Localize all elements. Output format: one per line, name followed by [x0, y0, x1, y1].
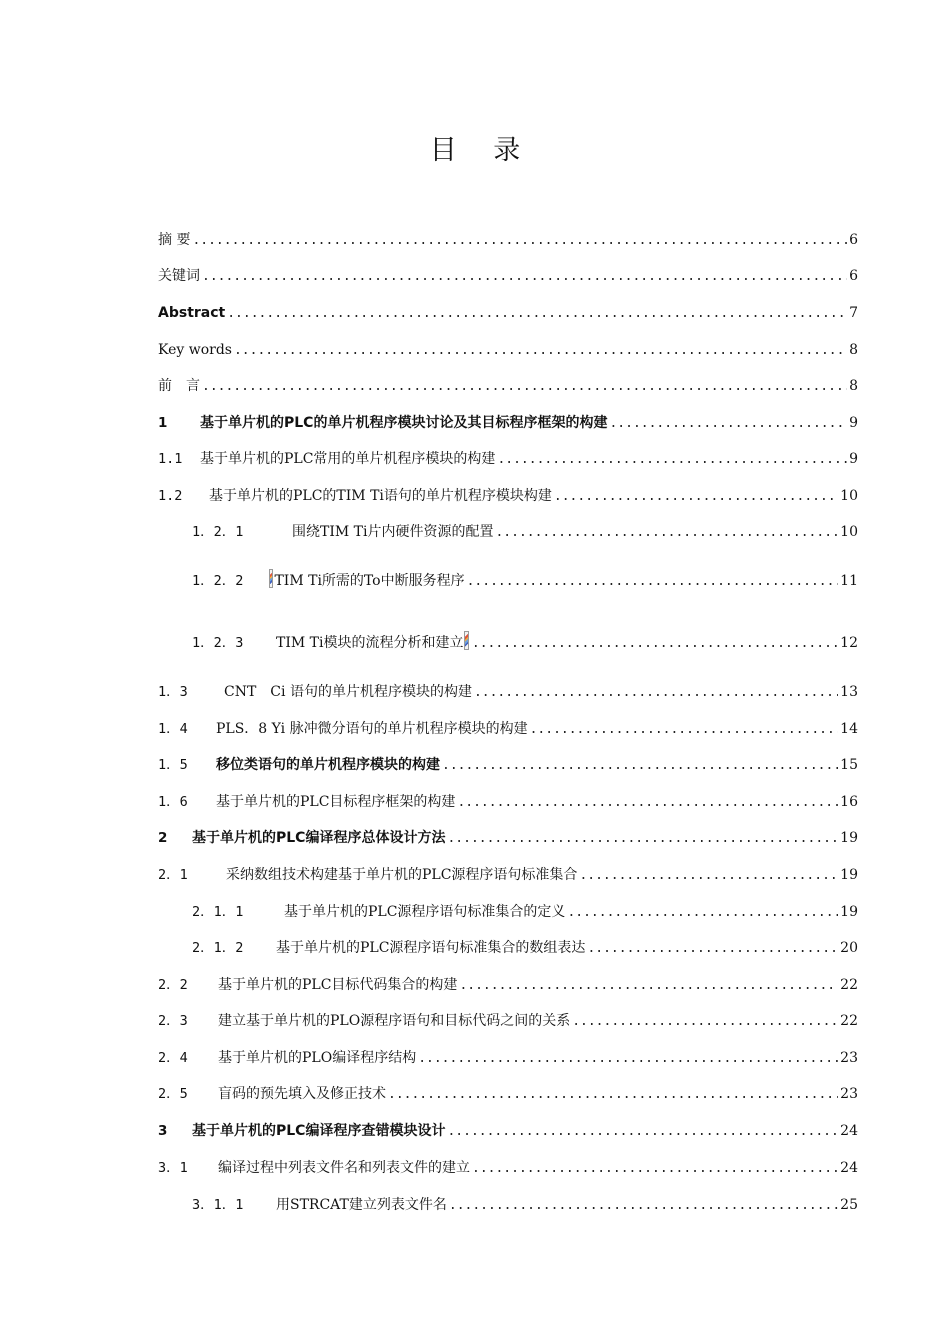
- toc-entry-page: 10: [840, 524, 858, 540]
- broken-image-icon: [269, 569, 273, 588]
- toc-entry-page: 22: [840, 1013, 858, 1029]
- toc-entry-number: 2．4: [158, 1049, 188, 1066]
- toc-entry[interactable]: [158, 823, 858, 845]
- toc-entry-page: 14: [840, 721, 858, 737]
- toc-entry[interactable]: [158, 1043, 858, 1065]
- dot-leader: [418, 1052, 838, 1065]
- toc-entry-number: 3．1: [158, 1159, 188, 1176]
- toc-entry-text: 基于单片机的PLO编译程序结构: [218, 1050, 417, 1066]
- dot-leader: [449, 1199, 838, 1212]
- toc-entry-number: 1．3: [158, 683, 188, 700]
- dot-leader: [609, 417, 847, 430]
- toc-entry-page: 9: [849, 415, 858, 431]
- dot-leader: [579, 869, 838, 882]
- toc-entry-text: 编译过程中列表文件名和列表文件的建立: [218, 1160, 470, 1176]
- toc-entry[interactable]: [158, 860, 858, 882]
- dot-leader: [457, 796, 838, 809]
- toc-entry-page: 8: [849, 378, 858, 394]
- toc-entry-text: 基于单片机的PLC编译程序查错模块设计: [192, 1123, 446, 1139]
- toc-entry-page: 24: [840, 1123, 858, 1139]
- page-title: 目 录: [429, 135, 535, 166]
- toc-entry-text: 建立基于单片机的PLO源程序语句和目标代码之间的关系: [218, 1013, 571, 1029]
- dot-leader: [472, 1162, 838, 1175]
- dot-leader: [202, 270, 847, 283]
- toc-entry-page: 12: [840, 635, 858, 651]
- toc-entry-text: 前 言: [158, 378, 200, 394]
- toc-entry-text: PLS．8 Yi 脉冲微分语句的单片机程序模块的构建: [216, 721, 528, 737]
- dot-leader: [530, 723, 839, 736]
- toc-entry-page: 16: [840, 794, 858, 810]
- toc-entry-text: TIM Ti模块的流程分析和建立: [276, 635, 464, 651]
- dot-leader: [587, 942, 838, 955]
- toc-entry[interactable]: [158, 261, 858, 283]
- dot-leader: [227, 307, 847, 320]
- toc-entry-text: 基于单片机的PLC源程序语句标准集合的定义: [284, 904, 566, 920]
- toc-entry-page: 15: [840, 757, 858, 773]
- toc-entry-number: 3: [158, 1122, 168, 1139]
- dot-leader: [192, 234, 847, 247]
- toc-entry-text: 移位类语句的单片机程序模块的构建: [216, 757, 440, 773]
- toc-entry[interactable]: [158, 1006, 858, 1028]
- toc-entry[interactable]: [192, 897, 858, 919]
- toc-entry-page: 23: [840, 1050, 858, 1066]
- broken-image-icon: [464, 631, 468, 650]
- toc-entry-page: 6: [849, 268, 858, 284]
- dot-leader: [459, 979, 838, 992]
- toc-entry-text: 关键词: [158, 268, 200, 284]
- dot-leader: [442, 759, 838, 772]
- dot-leader: [447, 832, 838, 845]
- toc-entry-page: 9: [849, 451, 858, 467]
- toc-entry[interactable]: [158, 298, 858, 320]
- dot-leader: [388, 1088, 838, 1101]
- toc-entry-page: 11: [840, 573, 858, 589]
- toc-entry[interactable]: [158, 714, 858, 736]
- toc-entry[interactable]: [158, 750, 858, 772]
- toc-entry-page: 19: [840, 867, 858, 883]
- toc-entry-number: 2．5: [158, 1085, 188, 1102]
- dot-leader: [474, 686, 838, 699]
- toc-entry[interactable]: [192, 1190, 858, 1212]
- toc-entry-text: 采纳数组技术构建基于单片机的PLC源程序语句标准集合: [226, 867, 578, 883]
- toc-entry-page: 19: [840, 830, 858, 846]
- toc-entry[interactable]: [158, 225, 858, 247]
- toc-entry[interactable]: [158, 787, 858, 809]
- toc-entry-number: 1．6: [158, 793, 188, 810]
- toc-entry-text: 基于单片机的PLC目标程序框架的构建: [216, 794, 456, 810]
- toc-entry-text: Key words: [158, 342, 232, 358]
- dot-leader: [495, 526, 838, 539]
- toc-entry-text: 摘 要: [158, 232, 191, 248]
- dot-leader: [572, 1015, 838, 1028]
- toc-entry-number: 1.1: [158, 450, 183, 467]
- toc-entry-number: 1．2．2: [192, 572, 244, 589]
- toc-entry-page: 22: [840, 977, 858, 993]
- toc-entry-number: 1.2: [158, 487, 183, 504]
- toc-entry-number: 2．2: [158, 976, 188, 993]
- toc-entry-text: 基于单片机的PLC编译程序总体设计方法: [192, 830, 446, 846]
- toc-entry[interactable]: [158, 1153, 858, 1175]
- toc-entry-number: 1．2．1: [192, 523, 244, 540]
- toc-entry-number: 2: [158, 829, 168, 846]
- toc-entry[interactable]: [158, 481, 858, 503]
- toc-entry[interactable]: [158, 970, 858, 992]
- toc-entry-page: 8: [849, 342, 858, 358]
- toc-entry-page: 20: [840, 940, 858, 956]
- dot-leader: [202, 380, 847, 393]
- toc-entry-text: CNT Ci 语句的单片机程序模块的构建: [224, 684, 472, 700]
- toc-entry-page: 6: [849, 232, 858, 248]
- toc-entry[interactable]: [158, 371, 858, 393]
- toc-entry-page: 19: [840, 904, 858, 920]
- toc-entry[interactable]: [158, 335, 858, 357]
- dot-leader: [567, 906, 838, 919]
- toc-entry-text: 基于单片机的PLC的TIM Ti语句的单片机程序模块构建: [209, 488, 552, 504]
- dot-leader: [554, 490, 838, 503]
- toc-entry-number: 1: [158, 414, 168, 431]
- toc-entry-number: 2．1．1: [192, 903, 244, 920]
- toc-entry-page: 7: [849, 305, 858, 321]
- toc-entry[interactable]: [192, 566, 858, 588]
- toc-entry[interactable]: [192, 517, 858, 539]
- toc-entry-page: 25: [840, 1197, 858, 1213]
- toc-entry[interactable]: [158, 408, 858, 430]
- toc-entry-page: 24: [840, 1160, 858, 1176]
- toc-entry-number: 2．1．2: [192, 939, 244, 956]
- toc-entry-text: Abstract: [158, 305, 226, 321]
- toc-entry[interactable]: [158, 1116, 858, 1138]
- toc-entry-text: 基于单片机的PLC常用的单片机程序模块的构建: [200, 451, 496, 467]
- toc-entry[interactable]: [192, 628, 858, 650]
- toc-entry-page: 23: [840, 1086, 858, 1102]
- toc-entry[interactable]: [158, 444, 858, 466]
- dot-leader: [497, 453, 847, 466]
- toc-entry-text: 基于单片机的PLC源程序语句标准集合的数组表达: [276, 940, 586, 956]
- toc-entry-text: TIM Ti所需的To中断服务程序: [274, 573, 465, 589]
- toc-entry-number: 1．2．3: [192, 634, 244, 651]
- toc-entry-text: 基于单片机的PLC的单片机程序模块讨论及其目标程序框架的构建: [200, 415, 608, 431]
- toc-entry-text: 盲码的预先填入及修正技术: [218, 1086, 386, 1102]
- dot-leader: [467, 575, 839, 588]
- dot-leader: [447, 1125, 838, 1138]
- toc-entry-text: 围绕TIM Ti片内硬件资源的配置: [292, 524, 494, 540]
- toc-entry-number: 3．1．1: [192, 1196, 244, 1213]
- toc-entry-number: 2．3: [158, 1012, 188, 1029]
- toc-entry[interactable]: [158, 677, 858, 699]
- toc-entry-number: 2．1: [158, 866, 188, 883]
- toc-entry-number: 1．5: [158, 756, 188, 773]
- dot-leader: [234, 344, 847, 357]
- dot-leader: [472, 637, 838, 650]
- toc-entry-text: 用STRCAT建立列表文件名: [276, 1197, 447, 1213]
- toc-entry[interactable]: [158, 1079, 858, 1101]
- toc-entry-page: 10: [840, 488, 858, 504]
- toc-entry[interactable]: [192, 933, 858, 955]
- toc-entry-number: 1．4: [158, 720, 188, 737]
- toc-entry-text: 基于单片机的PLC目标代码集合的构建: [218, 977, 458, 993]
- toc-entry-page: 13: [840, 684, 858, 700]
